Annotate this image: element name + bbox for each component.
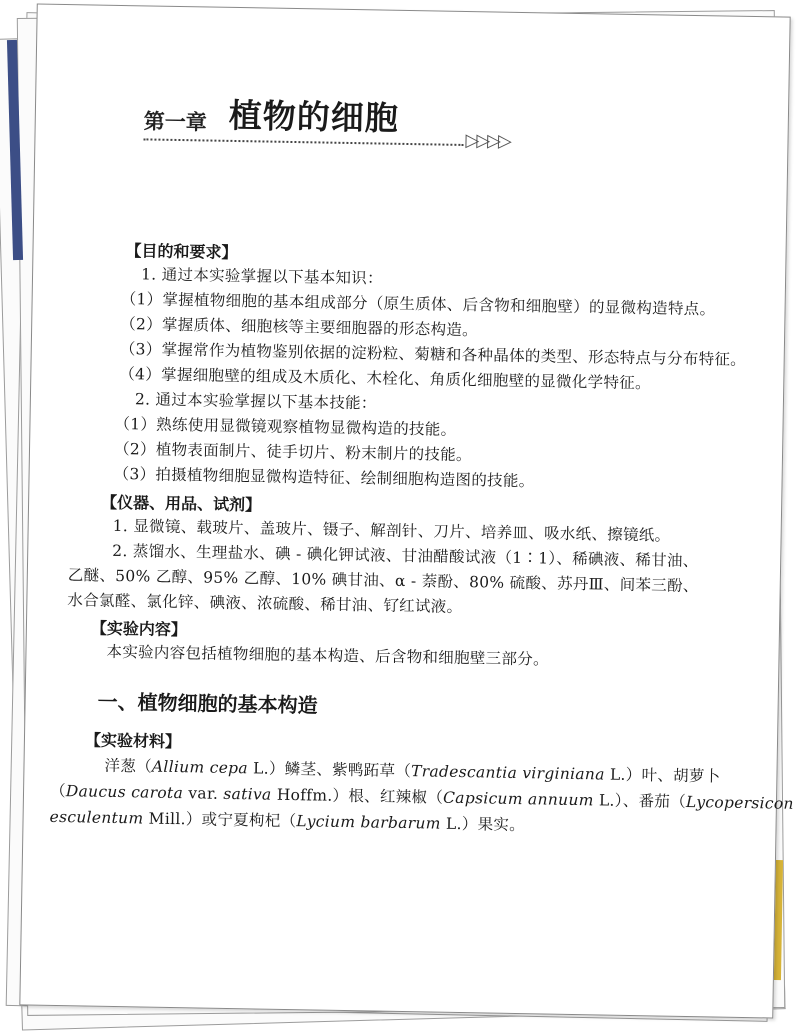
goals-line: 2. 通过本实验掌握以下基本技能： <box>134 390 377 413</box>
goals-line: （3）掌握常作为植物鉴别依据的淀粉粒、菊糖和各种晶体的类型、形态特点与分布特征。 <box>119 339 747 369</box>
specimen-line: esculentum Mill.）或宁夏枸杞（Lycium barbarum L.）果实。 <box>49 807 526 835</box>
goals-line: （4）掌握细胞壁的组成及木质化、木栓化、角质化细胞壁的显微化学特征。 <box>119 364 652 393</box>
section-materials-heading: 【实验材料】 <box>84 730 182 752</box>
materials-line: 2. 蒸馏水、生理盐水、碘 - 碘化钾试液、甘油醋酸试液（1∶1）、稀碘液、稀甘油、 <box>112 541 699 571</box>
materials-line: 1. 显微镜、载玻片、盖玻片、镊子、解剖针、刀片、培养皿、吸水纸、擦镜纸。 <box>112 516 671 545</box>
chapter-title: 植物的细胞 <box>228 95 400 138</box>
goals-line: （2）掌握质体、细胞核等主要细胞器的形态构造。 <box>120 315 479 340</box>
chapter-arrows-icon: ▷▷▷▷ <box>465 130 510 152</box>
goals-heading: 【目的和要求】 <box>125 241 238 263</box>
content-heading: 【实验内容】 <box>90 618 188 640</box>
specimen-line: 洋葱（Allium cepa L.）鳞茎、紫鸭跖草（Tradescantia virginiana L.）叶、胡萝卜 <box>104 756 721 786</box>
goals-line: （1）熟练使用显微镜观察植物显微构造的技能。 <box>114 414 457 439</box>
materials-line: 乙醚、50% 乙醇、95% 乙醇、10% 碘甘油、α - 萘酚、80% 硫酸、苏丹Ⅲ、间苯三酚、 <box>67 566 699 596</box>
chapter-header <box>144 88 485 141</box>
goals-line: 1. 通过本实验掌握以下基本知识： <box>140 265 384 288</box>
materials-heading: 【仪器、用品、试剂】 <box>100 492 262 515</box>
section-title: 一、植物细胞的基本构造 <box>97 689 318 718</box>
goals-line: （2）植物表面制片、徒手切片、粉末制片的技能。 <box>113 439 472 465</box>
specimen-line: （Daucus carota var. sativa Hoffm.）根、红辣椒（Capsicum annuum L.）、番茄（Lycopersicon <box>49 781 794 813</box>
materials-line: 水合氯醛、氯化锌、碘液、浓硫酸、稀甘油、钌红试液。 <box>67 591 463 617</box>
goals-line: （3）拍摄植物细胞显微构造特征、绘制细胞构造图的技能。 <box>113 464 535 491</box>
content-line: 本实验内容包括植物细胞的基本构造、后含物和细胞壁三部分。 <box>106 642 549 669</box>
chapter-number: 第一章 <box>143 109 207 135</box>
book-page <box>19 3 794 1018</box>
goals-line: （1）掌握植物细胞的基本组成部分（原生质体、后含物和细胞壁）的显微构造特点。 <box>120 290 716 319</box>
